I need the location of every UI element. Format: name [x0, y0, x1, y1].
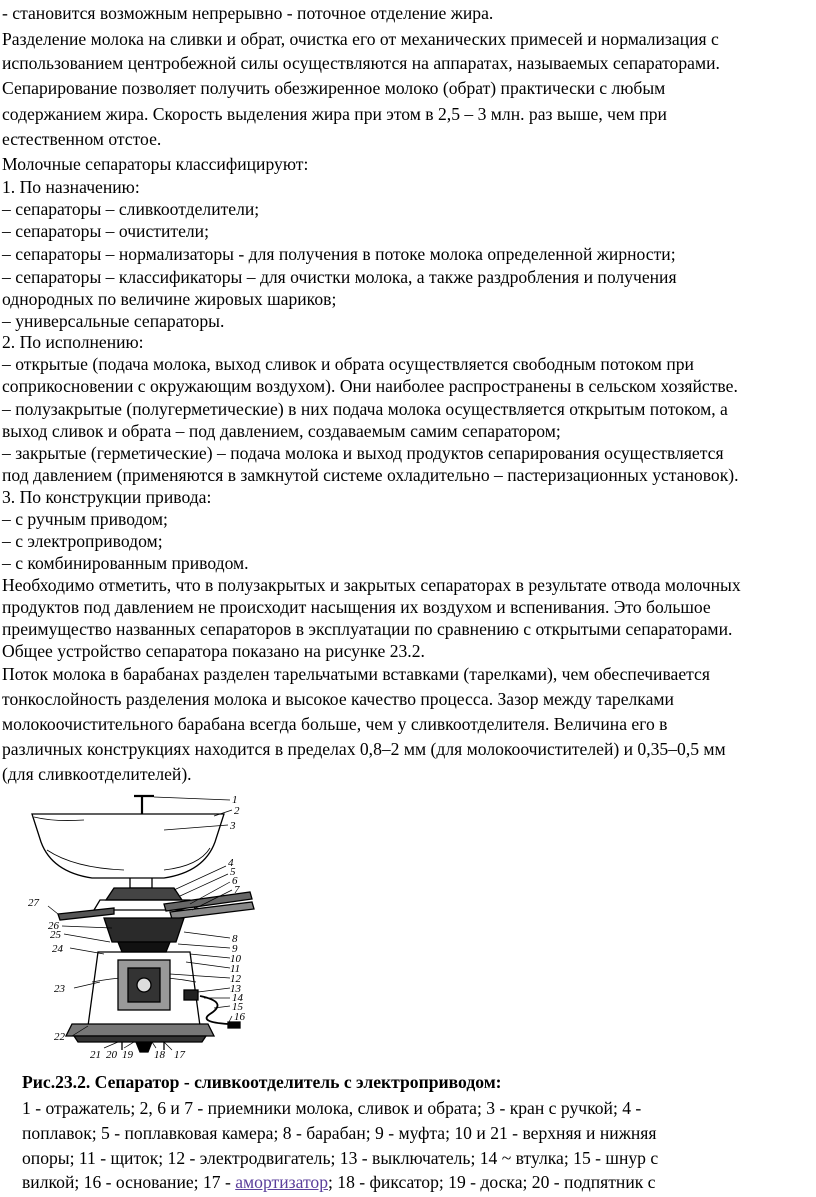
caption-line: поплавок; 5 - поплавковая камера; 8 - барабан; 9 - муфта; 10 и 21 - верхняя и нижняя [22, 1123, 657, 1143]
part-label: 20 [106, 1049, 117, 1061]
text-line: – сепараторы – классификаторы – для очистки молока, а также раздробления и получения [2, 267, 677, 287]
text-line: – сепараторы – сливкоотделители; [2, 199, 260, 219]
part-label: 21 [90, 1049, 101, 1061]
part-label: 7 [234, 884, 240, 896]
text-line: использованием центробежной силы осуществляются на аппаратах, называемых сепараторами. [2, 53, 720, 73]
part-label: 8 [232, 933, 238, 945]
part-label: 24 [52, 943, 63, 955]
text-line: под давлением (применяются в замкнутой системе охладительно – пастеризационных установок). [2, 465, 739, 485]
text-line: Поток молока в барабанах разделен тарельчатыми вставками (тарелками), чем обеспечивается [2, 664, 710, 684]
text-line: Сепарирование позволяет получить обезжиренное молоко (обрат) практически с любым [2, 78, 666, 98]
text-line: естественном отстое. [2, 129, 162, 149]
part-label: 6 [232, 875, 238, 887]
text-line: содержанием жира. Скорость выделения жира при этом в 2,5 – 3 млн. раз выше, чем при [2, 104, 667, 124]
part-label: 2 [234, 805, 240, 817]
part-label: 26 [48, 920, 59, 932]
part-label: 3 [230, 820, 236, 832]
text-line: Разделение молока на сливки и обрат, очистка его от механических примесей и нормализация с [2, 29, 719, 49]
text-line: – с ручным приводом; [2, 509, 168, 529]
text-line: 2. По исполнению: [2, 332, 144, 352]
text-line: – полузакрытые (полугерметические) в них подача молока осуществляется открытым потоком, а [2, 399, 728, 419]
part-label: 4 [228, 857, 234, 869]
text-line: – с комбинированным приводом. [2, 553, 249, 573]
caption-text: ; 18 - фиксатор; 19 - доска; 20 - подпятник с [328, 1172, 656, 1192]
text-line: различных конструкциях находится в пределах 0,8–2 мм (для молокоочистителей) и 0,35–0,5 мм [2, 739, 726, 759]
part-label: 27 [28, 897, 39, 909]
part-label: 15 [232, 1001, 243, 1013]
caption-line: 1 - отражатель; 2, 6 и 7 - приемники молока, сливок и обрата; 3 - кран с ручкой; 4 - [22, 1098, 642, 1118]
text-line: – сепараторы – нормализаторы - для получения в потоке молока определенной жирности; [2, 244, 676, 264]
text-line: выход сливок и обрата – под давлением, создаваемым самим сепаратором; [2, 421, 561, 441]
part-label: 12 [230, 973, 241, 985]
text-line: продуктов под давлением не происходит насыщения их воздухом и вспенивания. Это большое [2, 597, 711, 617]
part-label: 25 [50, 929, 61, 941]
part-label: 19 [122, 1049, 133, 1061]
text-line: Общее устройство сепаратора показано на рисунке 23.2. [2, 641, 425, 661]
text-line: соприкосновении с окружающим воздухом). Они наиболее распространены в сельском хозяйстве. [2, 376, 738, 396]
text-line: – сепараторы – очистители; [2, 221, 209, 241]
text-line: Молочные сепараторы классифицируют: [2, 154, 309, 174]
text-line: молокоочистительного барабана всегда больше, чем у сливкоотделителя. Величина его в [2, 714, 668, 734]
part-label: 23 [54, 983, 65, 995]
part-label: 22 [54, 1031, 65, 1043]
separator-diagram [14, 792, 264, 1062]
text-line: 3. По конструкции привода: [2, 487, 212, 507]
text-line: – универсальные сепараторы. [2, 311, 225, 331]
text-line: – открытые (подача молока, выход сливок и обрата осуществляется свободным потоком при [2, 354, 694, 374]
part-label: 9 [232, 943, 238, 955]
text-line: однородных по величине жировых шариков; [2, 289, 337, 309]
part-label: 14 [232, 992, 243, 1004]
amortizator-link[interactable]: амортизатор [235, 1172, 328, 1192]
text-line: 1. По назначению: [2, 177, 140, 197]
text-line: Необходимо отметить, что в полузакрытых и закрытых сепараторах в результате отвода молочных [2, 575, 741, 595]
text-line: - становится возможным непрерывно - поточное отделение жира. [2, 3, 494, 23]
part-label: 10 [230, 953, 241, 965]
caption-text: вилкой; 16 - основание; 17 - [22, 1172, 236, 1192]
part-label: 18 [154, 1049, 165, 1061]
caption-title: Рис.23.2. Сепаратор - сливкоотделитель с электроприводом: [22, 1072, 502, 1092]
text-line: – закрытые (герметические) – подача молока и выход продуктов сепарирования осуществляется [2, 443, 724, 463]
caption-line: опоры; 11 - щиток; 12 - электродвигатель; 13 - выключатель; 14 ~ втулка; 15 - шнур с [22, 1148, 659, 1168]
text-line: тонкослойность разделения молока и высокое качество процесса. Зазор между тарелками [2, 689, 674, 709]
part-label: 17 [174, 1049, 185, 1061]
text-line: преимущество названных сепараторов в эксплуатации по сравнению с открытыми сепараторами. [2, 619, 733, 639]
part-label: 16 [234, 1011, 245, 1023]
part-label: 5 [230, 866, 236, 878]
caption-line [22, 1171, 656, 1193]
part-label: 13 [230, 983, 241, 995]
text-line: – с электроприводом; [2, 531, 163, 551]
part-label: 1 [232, 794, 238, 806]
text-line: (для сливкоотделителей). [2, 764, 192, 784]
part-label: 11 [230, 963, 241, 975]
